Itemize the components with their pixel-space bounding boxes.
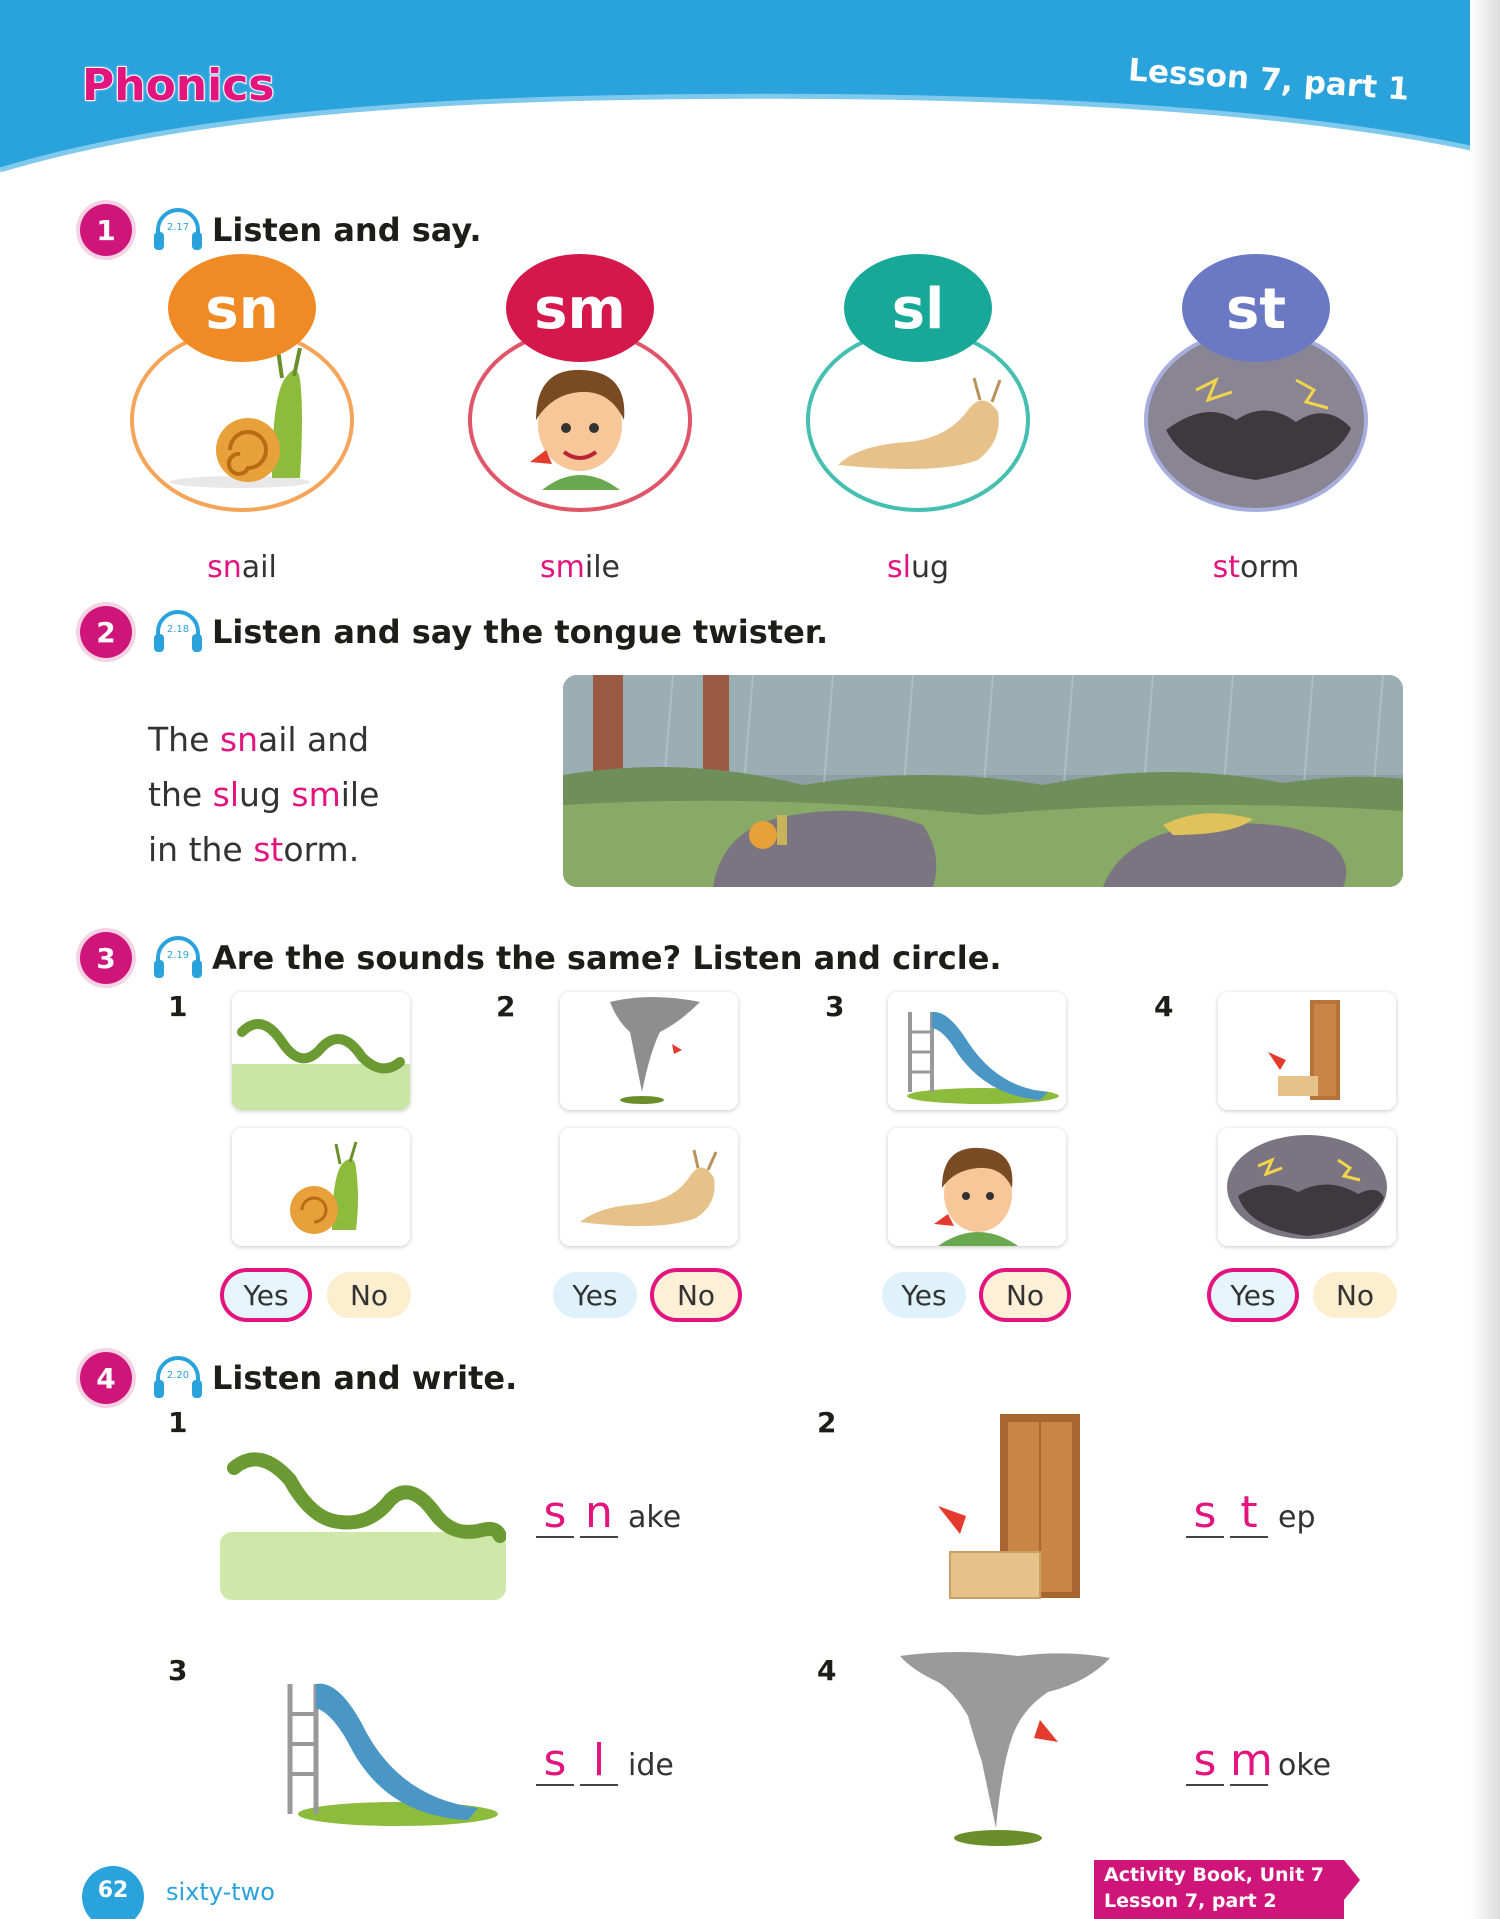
cross-reference-text: Activity Book, Unit 7 Lesson 7, part 2 — [1104, 1864, 1324, 1912]
word-ending: ake — [628, 1500, 682, 1535]
item-number: 2 — [496, 990, 516, 1023]
page-title: Phonics — [82, 60, 275, 111]
task-4-heading — [80, 1350, 517, 1406]
item-number: 3 — [825, 990, 845, 1023]
yes-option[interactable]: Yes — [224, 1272, 308, 1318]
sound-word: storm — [1212, 550, 1300, 585]
svg-text:sl: sl — [891, 277, 945, 342]
fill-in-answer[interactable] — [1186, 1487, 1316, 1538]
fill-in-answer[interactable] — [1186, 1735, 1332, 1786]
item-number: 1 — [168, 1406, 188, 1439]
fill-in-answer[interactable] — [536, 1487, 682, 1538]
item-number: 4 — [1154, 990, 1174, 1023]
tongue-twister — [148, 712, 379, 877]
smoke-icon — [898, 1652, 1112, 1848]
task-instruction: Listen and say the tongue twister. — [212, 613, 829, 651]
track-number: 2.20 — [166, 1370, 190, 1381]
slug-icon — [560, 1128, 738, 1246]
snake-icon — [232, 992, 410, 1110]
item-number: 3 — [168, 1654, 188, 1687]
snail-icon — [232, 1128, 410, 1246]
task-number: 3 — [80, 932, 132, 984]
answer-blank[interactable]: t — [1230, 1490, 1268, 1538]
no-option[interactable]: No — [327, 1272, 411, 1318]
step-icon — [930, 1410, 1090, 1600]
sound-word: snail — [207, 550, 277, 585]
answer-blank[interactable]: s — [536, 1490, 574, 1538]
headphones-icon[interactable] — [150, 604, 206, 660]
yes-option[interactable]: Yes — [553, 1272, 637, 1318]
sound-card-sm — [460, 250, 700, 585]
answer-blank[interactable]: s — [1186, 1490, 1224, 1538]
smiling-boy-icon — [888, 1128, 1066, 1246]
word-ending: ide — [628, 1748, 674, 1783]
task-number: 2 — [80, 606, 132, 658]
twister-line: the slug smile — [148, 775, 380, 814]
blend-badge-sm — [502, 250, 658, 366]
task-number: 4 — [80, 1352, 132, 1404]
lesson-label: Lesson 7, part 1 — [1127, 52, 1411, 108]
page-number-words: sixty-two — [166, 1878, 275, 1906]
track-number: 2.19 — [166, 950, 190, 961]
step-icon — [1218, 992, 1396, 1110]
storm-scene-illustration — [563, 675, 1403, 887]
word-ending: ep — [1278, 1500, 1316, 1535]
task-3-heading — [80, 930, 1002, 986]
answer-blank[interactable]: n — [580, 1490, 618, 1538]
sound-word: slug — [886, 550, 950, 585]
task-number: 1 — [80, 204, 132, 256]
page-gutter — [1470, 0, 1500, 1919]
sound-word: smile — [540, 550, 620, 585]
smoke-icon — [560, 992, 738, 1110]
yes-option[interactable]: Yes — [1211, 1272, 1295, 1318]
sound-card-st — [1136, 250, 1376, 585]
task-instruction: Listen and say. — [212, 211, 482, 249]
track-number: 2.17 — [166, 222, 190, 233]
no-option[interactable]: No — [983, 1272, 1067, 1318]
blend-badge-st — [1178, 250, 1334, 366]
slide-icon — [888, 992, 1066, 1110]
fill-in-answer[interactable] — [536, 1735, 674, 1786]
task-instruction: Listen and write. — [212, 1359, 518, 1397]
yes-option[interactable]: Yes — [882, 1272, 966, 1318]
answer-blank[interactable]: s — [1186, 1738, 1224, 1786]
item-number: 1 — [168, 990, 188, 1023]
track-number: 2.18 — [166, 624, 190, 635]
headphones-icon[interactable] — [150, 930, 206, 986]
answer-blank[interactable]: l — [580, 1738, 618, 1786]
sound-card-sn — [122, 250, 362, 585]
twister-line: The snail and — [148, 720, 370, 759]
svg-text:st: st — [1225, 277, 1287, 342]
item-number: 4 — [817, 1654, 837, 1687]
svg-text:sn: sn — [205, 277, 279, 342]
answer-blank[interactable]: s — [536, 1738, 574, 1786]
headphones-icon[interactable] — [150, 1350, 206, 1406]
blend-badge-sn — [164, 250, 320, 366]
blend-badge-sl — [840, 250, 996, 366]
storm-icon — [1218, 1128, 1396, 1246]
answer-blank[interactable]: m — [1230, 1735, 1273, 1786]
task-instruction: Are the sounds the same? Listen and circle. — [212, 939, 1002, 977]
twister-line: in the storm. — [148, 830, 360, 869]
item-number: 2 — [817, 1406, 837, 1439]
word-ending: oke — [1278, 1748, 1332, 1783]
no-option[interactable]: No — [654, 1272, 738, 1318]
slide-icon — [278, 1674, 498, 1834]
no-option[interactable]: No — [1313, 1272, 1397, 1318]
task-2-heading — [80, 604, 828, 660]
snake-icon — [220, 1440, 506, 1600]
sound-card-sl — [798, 250, 1038, 585]
svg-text:sm: sm — [534, 277, 626, 342]
page-number: 62 — [82, 1866, 144, 1919]
